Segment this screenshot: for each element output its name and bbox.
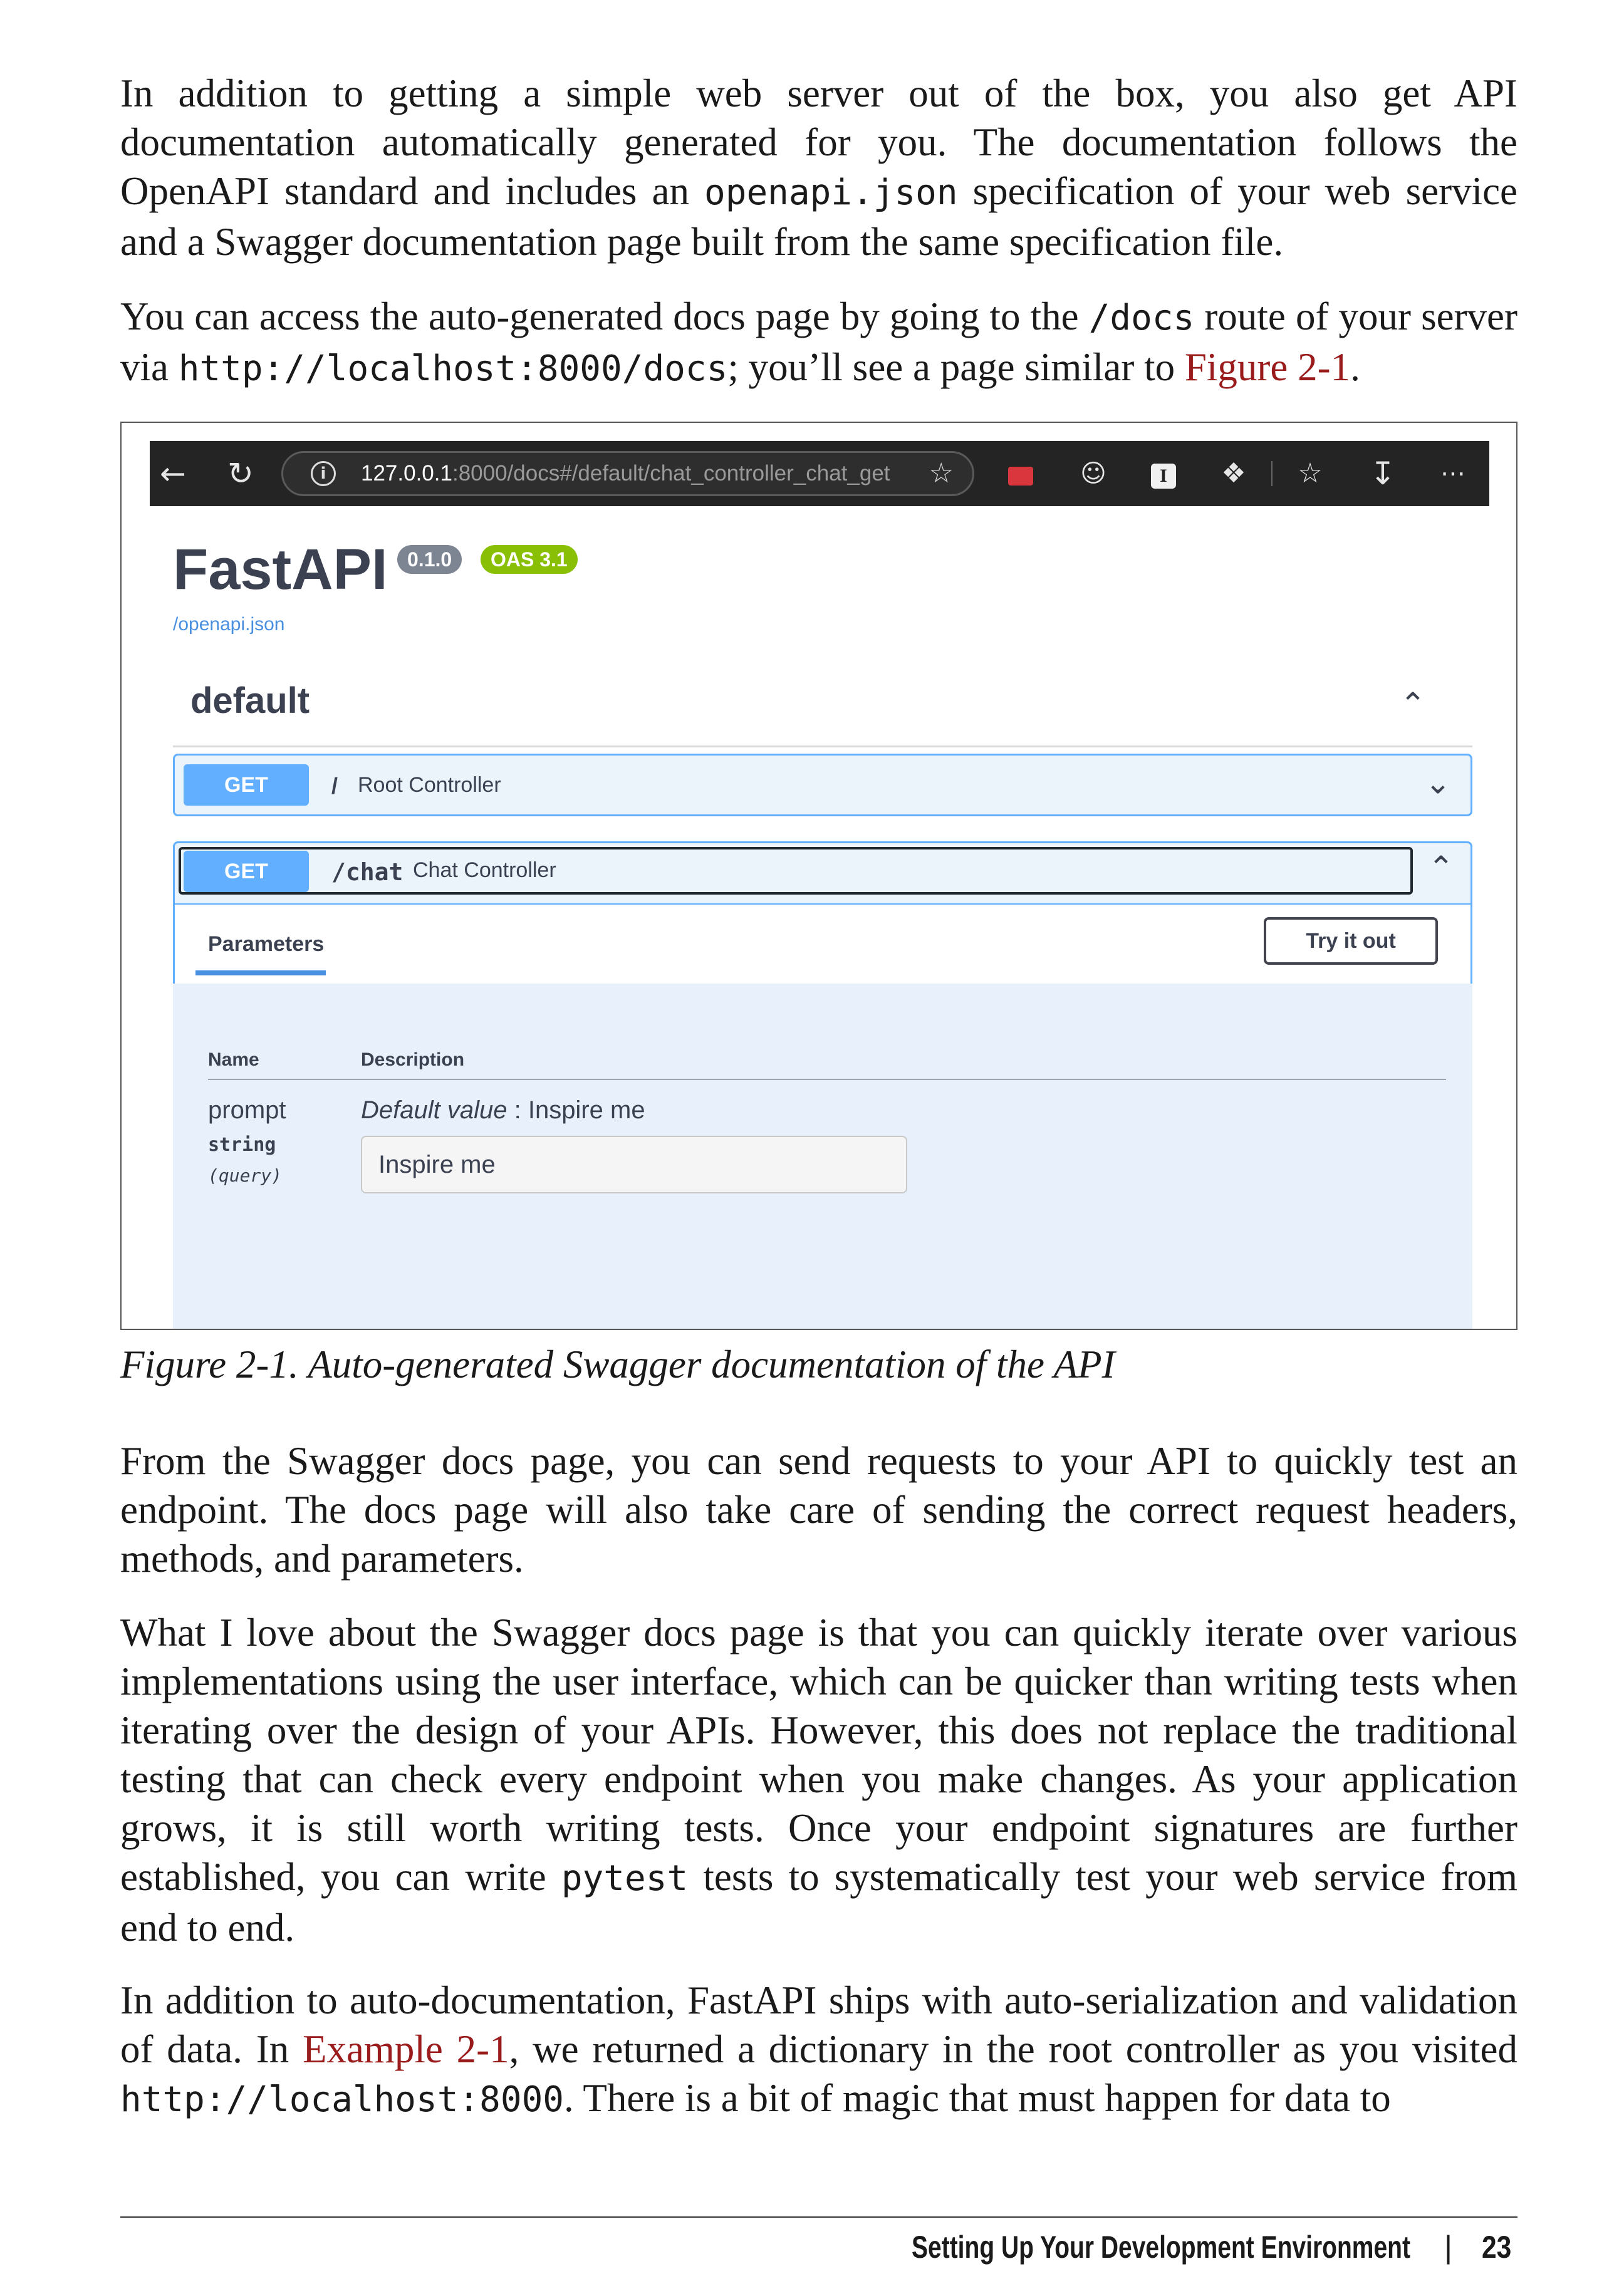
inline-code: /docs	[1088, 298, 1195, 338]
operation-path: /	[331, 773, 338, 799]
try-it-out-button[interactable]: Try it out	[1264, 917, 1438, 965]
inline-code: http://localhost:8000/docs	[178, 348, 728, 389]
figure-link[interactable]: Figure 2-1	[1184, 345, 1351, 389]
example-link[interactable]: Example 2-1	[302, 2027, 509, 2071]
paragraph-5	[120, 1976, 1517, 2124]
inline-code: http://localhost:8000	[120, 2079, 565, 2120]
inline-code: pytest	[561, 1858, 689, 1899]
footer-chapter-title: Setting Up Your Development Environment	[912, 2230, 1410, 2265]
chevron-down-icon[interactable]: ⌃	[1425, 763, 1451, 799]
puzzle-icon[interactable]: ❖	[1221, 457, 1246, 489]
browser-toolbar	[150, 441, 1489, 506]
address-bar[interactable]	[281, 451, 974, 496]
tab-parameters[interactable]: Parameters	[208, 932, 325, 956]
url-host: 127.0.0.1	[361, 461, 452, 486]
text-run: . There is a bit of magic that must happen for data to	[564, 2076, 1391, 2120]
paragraph-1	[120, 69, 1517, 266]
page-number: 23	[1482, 2230, 1512, 2265]
param-default	[361, 1096, 645, 1125]
section-divider	[173, 745, 1472, 747]
default-separator: :	[507, 1096, 528, 1124]
footer-separator: |	[1444, 2230, 1452, 2265]
operation-root[interactable]	[173, 754, 1472, 816]
paragraph-2	[120, 292, 1517, 393]
text-run: What I love about the Swagger docs page is that you can quickly iterate over various implementations using the user interface, which can be quicker than writing tests when iterating over the design of your APIs. However, this does not replace the traditional testing that can check every endpoint when you make changes. As your application grows, it is still worth writing tests. Once your endpoint signatures are further established, you can write	[120, 1611, 1517, 1899]
text-run: , we returned a dictionary in the root controller as you visited	[509, 2027, 1517, 2071]
text-run: In addition to getting a simple web server out of the box, you also get API documentation automatically generated for you. The documentation follows the OpenAPI standard and includes an	[120, 71, 1517, 213]
prompt-input[interactable]: Inspire me	[361, 1136, 907, 1193]
api-title: FastAPI	[173, 538, 388, 601]
info-icon[interactable]: i	[311, 461, 336, 486]
reload-icon[interactable]: ↻	[227, 455, 254, 492]
text-run: route of your server via	[120, 294, 1517, 389]
chevron-up-icon[interactable]: ⌃	[1400, 686, 1426, 722]
method-badge: GET	[184, 764, 309, 806]
chevron-up-icon[interactable]: ⌃	[1428, 849, 1454, 886]
more-icon[interactable]: ⋯	[1440, 459, 1465, 488]
url-text	[361, 453, 890, 494]
section-title[interactable]: default	[190, 680, 310, 721]
paragraph-3: From the Swagger docs page, you can send requests to your API to quickly test an endpoint. The docs page will also take care of sending the correct request headers, methods, and parameters.	[120, 1439, 1517, 1581]
favorite-star-icon[interactable]: ☆	[929, 457, 954, 489]
default-value: Inspire me	[528, 1096, 645, 1124]
extension-red-icon[interactable]	[1002, 441, 1039, 506]
download-icon[interactable]: ↧	[1370, 455, 1396, 492]
url-path: :8000/docs#/default/chat_controller_chat_get	[452, 461, 890, 486]
param-type: string	[208, 1134, 276, 1156]
column-header-name: Name	[208, 1049, 259, 1070]
openapi-json-link[interactable]: /openapi.json	[173, 614, 285, 635]
column-header-description: Description	[361, 1049, 465, 1070]
oas-badge: OAS 3.1	[481, 545, 578, 574]
text-run: In addition to auto-documentation, FastAPI ships with auto-serialization and validation of data. In	[120, 1978, 1517, 2071]
figure-screenshot	[120, 422, 1517, 1330]
extension-i-icon[interactable]: I	[1145, 441, 1182, 506]
favorites-list-icon[interactable]: ☆	[1298, 457, 1323, 489]
text-run: specification of your web service and a Swagger documentation page built from the same specification file.	[120, 169, 1517, 264]
figure-caption: Figure 2-1. Auto-generated Swagger documentation of the API	[120, 1343, 1115, 1386]
footer-rule	[120, 2216, 1517, 2218]
toolbar-separator	[1271, 461, 1273, 486]
parameters-header-rule	[208, 1079, 1446, 1080]
paragraph-4	[120, 1608, 1517, 1952]
param-name: prompt	[208, 1096, 286, 1124]
operation-summary: Root Controller	[358, 773, 501, 797]
extension-face-icon[interactable]: ☺	[1080, 459, 1106, 488]
operation-summary: Chat Controller	[413, 858, 556, 882]
text-run: .	[1350, 345, 1360, 389]
version-badge: 0.1.0	[397, 545, 462, 574]
inline-code: openapi.json	[704, 172, 958, 213]
tab-active-underline	[195, 970, 326, 975]
text-run: tests to systematically test your web service from end to end.	[120, 1855, 1517, 1950]
param-location: (query)	[208, 1165, 283, 1186]
back-arrow-icon[interactable]: ←	[160, 455, 186, 492]
method-badge: GET	[184, 851, 309, 892]
text-run: ; you’ll see a page similar to	[727, 345, 1185, 389]
default-label: Default value	[361, 1096, 508, 1124]
text-run: You can access the auto-generated docs page by going to the	[120, 294, 1089, 338]
operation-path: /chat	[331, 858, 403, 886]
